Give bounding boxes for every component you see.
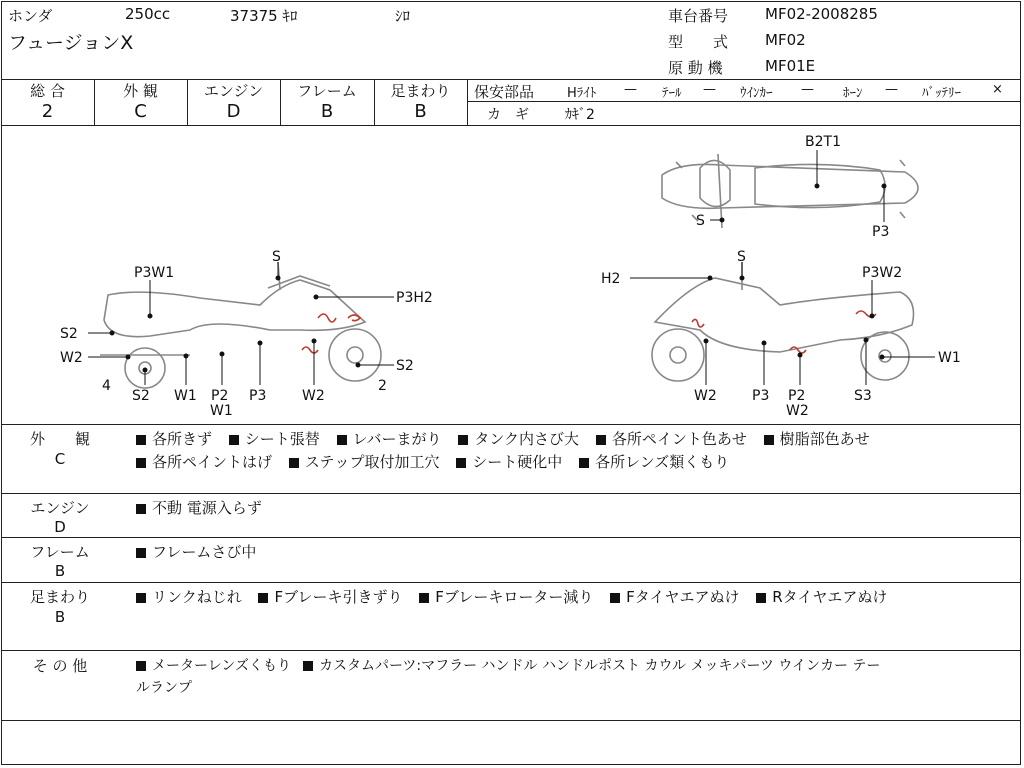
diagram-label: P3 xyxy=(249,388,267,404)
bullet-icon xyxy=(458,435,468,445)
bullet-icon xyxy=(419,593,429,603)
note-item: レバーまがり xyxy=(352,430,442,448)
divider xyxy=(1,582,1021,583)
grade-value-exterior: C xyxy=(134,101,147,122)
diagram-label: P2 xyxy=(211,388,229,404)
diagram-label: P3 xyxy=(872,224,890,240)
diagram-label: P3H2 xyxy=(396,290,433,306)
bullet-icon xyxy=(136,548,146,558)
bullet-icon xyxy=(229,435,239,445)
bullet-icon xyxy=(136,504,146,514)
diagram-label: P3W1 xyxy=(134,265,175,281)
note-item: シート硬化中 xyxy=(472,453,563,471)
note-line xyxy=(136,497,274,518)
grade-value-frame: B xyxy=(320,101,334,122)
key-label: カ ギ xyxy=(487,107,529,123)
note-item: 各所きず xyxy=(152,430,213,448)
displacement: 250cc xyxy=(125,5,171,23)
grade-value-suspension: B xyxy=(414,101,427,122)
note-grade-suspension: B xyxy=(54,608,66,626)
note-title-exterior: 外 観 xyxy=(29,430,90,448)
diagram-label: S2 xyxy=(132,388,150,404)
note-item: 各所レンズ類くもり xyxy=(595,453,730,471)
color: ｼﾛ xyxy=(395,7,411,25)
note-item: ルランプ xyxy=(136,680,192,696)
divider xyxy=(1,720,1021,721)
damage-marks xyxy=(302,311,876,353)
diagram-label: S xyxy=(272,249,281,265)
safety-item: ｳｲﾝｶｰ xyxy=(740,86,773,101)
bullet-icon xyxy=(764,435,774,445)
grade-value-overall: 2 xyxy=(41,101,54,122)
grade-label-overall: 総 合 xyxy=(30,82,65,100)
bullet-icon xyxy=(610,593,620,603)
diagram-label: S2 xyxy=(396,358,414,374)
model-name: フュージョンX xyxy=(8,32,134,54)
diagram-label: P3W2 xyxy=(862,265,903,281)
divider xyxy=(467,79,468,125)
diagram-label: B2T1 xyxy=(805,134,841,150)
divider xyxy=(1,424,1021,425)
bullet-icon xyxy=(136,435,146,445)
type-label: 型 式 xyxy=(668,33,729,51)
scooter-diagram xyxy=(0,126,1020,424)
note-item: メーターレンズくもり xyxy=(152,658,291,674)
diagram-label: 4 xyxy=(102,378,111,394)
mileage: 37375 ｷﾛ xyxy=(230,7,298,25)
note-item: シート張替 xyxy=(244,430,320,448)
note-line xyxy=(136,655,892,675)
note-item: Fブレーキローター減り xyxy=(435,588,594,606)
note-item: カスタムパーツ:マフラー ハンドル ハンドルポスト カウル メッキパーツ ウインカー テー xyxy=(318,658,881,674)
note-line xyxy=(136,428,882,449)
grade-label-exterior: 外 観 xyxy=(123,82,158,100)
note-title-frame: フレーム xyxy=(30,543,90,561)
safety-label: 保安部品 xyxy=(474,83,535,101)
note-item: 不動 電源入らず xyxy=(152,499,262,517)
diagram-label: S xyxy=(696,213,705,229)
safety-item: ﾎｰﾝ xyxy=(843,86,863,101)
diagram-label: W1 xyxy=(938,350,961,366)
note-title-suspension: 足まわり xyxy=(29,588,90,606)
note-item: ステップ取付加工穴 xyxy=(304,453,440,471)
bullet-icon xyxy=(337,435,347,445)
note-item: リンクねじれ xyxy=(152,588,242,606)
bullet-icon xyxy=(136,661,146,671)
note-line xyxy=(136,677,204,697)
note-line xyxy=(136,541,268,562)
safety-item: Hﾗｲﾄ xyxy=(567,86,597,101)
note-item: Fタイヤエアぬけ xyxy=(626,588,740,606)
engine-value: MF01E xyxy=(765,57,816,75)
note-title-engine: エンジン xyxy=(30,499,90,517)
diagram-labels xyxy=(60,134,961,419)
engine-label: 原 動 機 xyxy=(668,59,723,77)
diagram-label: 2 xyxy=(378,378,387,394)
frame-no-label: 車台番号 xyxy=(668,7,729,25)
diagram-label: P2 xyxy=(788,388,806,404)
divider xyxy=(1,650,1021,651)
bullet-icon xyxy=(303,661,313,671)
note-item: タンク内さび大 xyxy=(474,430,580,448)
safety-item: — xyxy=(885,82,898,97)
note-item: Fブレーキ引きずり xyxy=(274,588,403,606)
diagram-label: W2 xyxy=(302,388,325,404)
key-value: ｶｷﾞ2 xyxy=(565,107,595,123)
diagram-label: W2 xyxy=(60,350,83,366)
diagram-label: P3 xyxy=(752,388,770,404)
safety-item: — xyxy=(801,82,814,97)
note-line xyxy=(136,586,899,607)
frame-no: MF02-2008285 xyxy=(765,5,878,23)
diagram-label: S3 xyxy=(854,388,872,404)
note-line xyxy=(136,451,741,472)
note-title-other: そ の 他 xyxy=(32,657,88,675)
bullet-icon xyxy=(596,435,606,445)
safety-item: — xyxy=(624,82,637,97)
diagram-label: S2 xyxy=(60,326,78,342)
note-item: 各所ペイントはげ xyxy=(152,453,273,471)
grade-label-engine: エンジン xyxy=(203,82,264,100)
diagram-label: S xyxy=(737,249,746,265)
diagram-label: W1 xyxy=(210,403,233,419)
maker: ホンダ xyxy=(8,7,53,25)
bullet-icon xyxy=(579,458,589,468)
note-grade-frame: B xyxy=(54,562,66,580)
type-value: MF02 xyxy=(765,31,806,49)
diagram-label: W2 xyxy=(694,388,717,404)
note-item: 各所ペイント色あせ xyxy=(611,430,747,448)
bullet-icon xyxy=(136,458,146,468)
bullet-icon xyxy=(289,458,299,468)
note-grade-engine: D xyxy=(54,518,66,536)
diagram-label: W1 xyxy=(174,388,197,404)
leader-lines xyxy=(88,150,935,385)
divider xyxy=(1,493,1021,494)
divider xyxy=(468,101,1021,102)
note-item: 樹脂部色あせ xyxy=(779,430,870,448)
grade-label-frame: フレーム xyxy=(297,82,357,100)
note-grade-exterior: C xyxy=(54,450,66,468)
safety-item: — xyxy=(703,82,716,97)
diagram-label: H2 xyxy=(601,271,621,287)
safety-item: ﾃｰﾙ xyxy=(662,86,682,101)
bullet-icon xyxy=(136,593,146,603)
safety-item: × xyxy=(992,82,1003,97)
grade-label-suspension: 足まわり xyxy=(390,82,451,100)
divider xyxy=(1,537,1021,538)
bullet-icon xyxy=(456,458,466,468)
grade-value-engine: D xyxy=(226,101,241,122)
bullet-icon xyxy=(258,593,268,603)
safety-item: ﾊﾞｯﾃﾘｰ xyxy=(922,86,961,101)
diagram-label: W2 xyxy=(786,403,809,419)
note-item: Rタイヤエアぬけ xyxy=(772,588,888,606)
note-item: フレームさび中 xyxy=(152,543,257,561)
bullet-icon xyxy=(756,593,766,603)
